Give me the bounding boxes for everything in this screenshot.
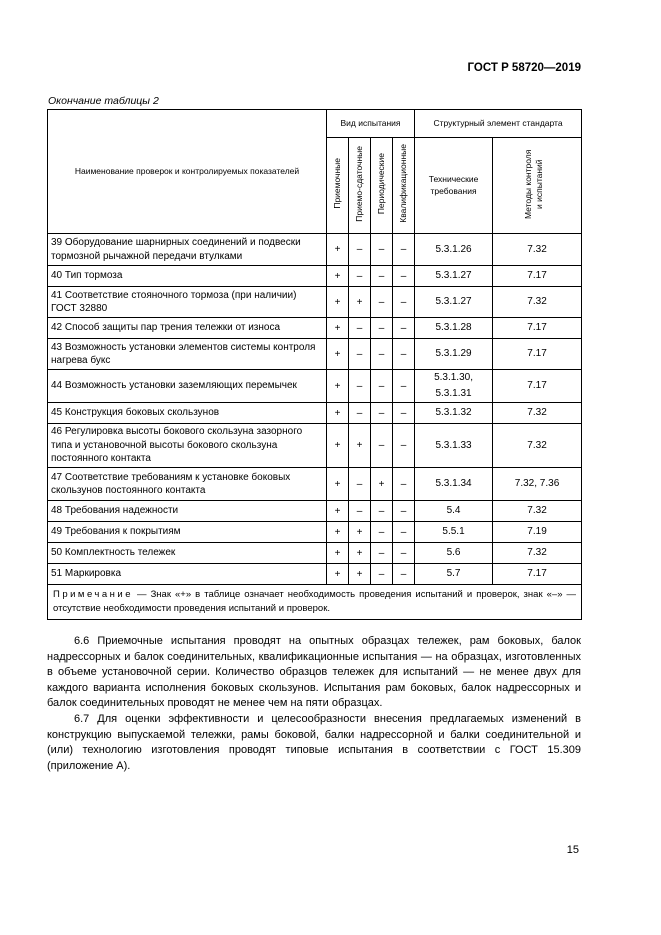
row-name: 43 Возможность установки элементов системы контроля нагрева букс: [48, 339, 327, 370]
row-name: 50 Комплектность тележек: [48, 543, 327, 564]
row-acceptance: +: [327, 424, 349, 468]
row-methods: 7.17: [493, 266, 582, 287]
row-name: 46 Регулировка высоты бокового скользуна зазорного типа и установочной высоты бокового скользуна постоянного контакта: [48, 424, 327, 468]
row-qualification: –: [393, 287, 415, 318]
row-methods: 7.17: [493, 564, 582, 585]
row-requirements: 5.4: [415, 501, 493, 522]
row-requirements: 5.3.1.34: [415, 468, 493, 501]
row-delivery: –: [349, 339, 371, 370]
row-periodic: –: [371, 522, 393, 543]
col-qualification-header: Квалификационные: [397, 144, 408, 224]
note-text: — Знак «+» в таблице означает необходимость проведения испытаний и проверок, знак «–» — отсутствие необходимости проведения испытаний и проверок.: [53, 589, 577, 614]
row-periodic: –: [371, 403, 393, 424]
table-row: [48, 339, 582, 370]
row-acceptance: +: [327, 339, 349, 370]
row-delivery: –: [349, 501, 371, 522]
row-qualification: –: [393, 266, 415, 287]
row-requirements: 5.6: [415, 543, 493, 564]
row-methods: 7.17: [493, 339, 582, 370]
row-name: 47 Соответствие требованиям к установке боковых скользунов постоянного контакта: [48, 468, 327, 501]
row-acceptance: +: [327, 318, 349, 339]
row-qualification: –: [393, 339, 415, 370]
row-periodic: +: [371, 468, 393, 501]
row-delivery: –: [349, 234, 371, 266]
paragraph-6-7: 6.7 Для оценки эффективности и целесообразности внесения предлагаемых изменений в конструкцию выпускаемой тележки, рамы боковой, балки надрессорной и балки соединительной и (или) технологию изготовления проводят типовые испытания в соответствии с ГОСТ 15.309 (приложение А).: [47, 713, 581, 772]
row-name: 39 Оборудование шарнирных соединений и подвески тормозной рычажной передачи втулками: [48, 234, 327, 266]
table-row: [48, 468, 582, 501]
row-methods: 7.17: [493, 318, 582, 339]
row-acceptance: +: [327, 468, 349, 501]
col-structural-header: Структурный элемент стандарта: [415, 110, 582, 138]
row-delivery: +: [349, 287, 371, 318]
row-qualification: –: [393, 468, 415, 501]
table-row: [48, 564, 582, 585]
table-note: [48, 585, 582, 620]
table-row: [48, 370, 582, 403]
row-acceptance: +: [327, 234, 349, 266]
col-requirements-header: Технические требования: [415, 138, 493, 234]
col-methods-header: Методы контроля и испытаний: [523, 149, 545, 219]
row-methods: 7.32: [493, 403, 582, 424]
col-test-type-header: Вид испытания: [327, 110, 415, 138]
row-requirements: 5.3.1.29: [415, 339, 493, 370]
row-qualification: –: [393, 370, 415, 403]
row-delivery: +: [349, 564, 371, 585]
row-requirements: 5.3.1.26: [415, 234, 493, 266]
row-methods: 7.19: [493, 522, 582, 543]
row-name: 44 Возможность установки заземляющих перемычек: [48, 370, 327, 403]
row-acceptance: +: [327, 543, 349, 564]
row-requirements: 5.5.1: [415, 522, 493, 543]
col-name-header: Наименование проверок и контролируемых показателей: [48, 110, 327, 234]
row-name: 41 Соответствие стояночного тормоза (при наличии) ГОСТ 32880: [48, 287, 327, 318]
table-row: [48, 403, 582, 424]
row-methods: 7.32: [493, 543, 582, 564]
col-periodic-header: Периодические: [375, 153, 386, 215]
row-name: 40 Тип тормоза: [48, 266, 327, 287]
row-methods: 7.32: [493, 287, 582, 318]
row-delivery: –: [349, 318, 371, 339]
table-row: [48, 543, 582, 564]
document-header: ГОСТ Р 58720—2019: [467, 62, 581, 74]
col-delivery-header: Приемо-сдаточные: [353, 145, 364, 222]
note-label: Примечание: [53, 589, 133, 600]
tests-table: [47, 109, 582, 620]
row-requirements: 5.3.1.27: [415, 266, 493, 287]
row-qualification: –: [393, 318, 415, 339]
row-delivery: –: [349, 468, 371, 501]
row-requirements: 5.7: [415, 564, 493, 585]
row-delivery: –: [349, 370, 371, 403]
table-row: [48, 266, 582, 287]
table-row: [48, 318, 582, 339]
row-qualification: –: [393, 543, 415, 564]
row-qualification: –: [393, 564, 415, 585]
row-periodic: –: [371, 318, 393, 339]
row-qualification: –: [393, 424, 415, 468]
row-name: 48 Требования надежности: [48, 501, 327, 522]
row-qualification: –: [393, 501, 415, 522]
row-name: 49 Требования к покрытиям: [48, 522, 327, 543]
row-methods: 7.32: [493, 424, 582, 468]
row-name: 45 Конструкция боковых скользунов: [48, 403, 327, 424]
row-requirements: 5.3.1.30, 5.3.1.31: [415, 370, 493, 403]
row-qualification: –: [393, 522, 415, 543]
row-acceptance: +: [327, 564, 349, 585]
row-periodic: –: [371, 543, 393, 564]
row-requirements: 5.3.1.33: [415, 424, 493, 468]
row-periodic: –: [371, 234, 393, 266]
row-periodic: –: [371, 370, 393, 403]
table-row: [48, 287, 582, 318]
row-name: 42 Способ защиты пар трения тележки от износа: [48, 318, 327, 339]
row-methods: 7.17: [493, 370, 582, 403]
row-delivery: –: [349, 266, 371, 287]
row-acceptance: +: [327, 522, 349, 543]
row-acceptance: +: [327, 370, 349, 403]
page-number: 15: [566, 844, 579, 856]
row-qualification: –: [393, 234, 415, 266]
table-row: [48, 424, 582, 468]
row-requirements: 5.3.1.28: [415, 318, 493, 339]
row-periodic: –: [371, 339, 393, 370]
row-delivery: –: [349, 403, 371, 424]
row-periodic: –: [371, 266, 393, 287]
row-delivery: +: [349, 543, 371, 564]
row-periodic: –: [371, 287, 393, 318]
row-methods: 7.32: [493, 501, 582, 522]
table-row: [48, 522, 582, 543]
row-acceptance: +: [327, 501, 349, 522]
row-name: 51 Маркировка: [48, 564, 327, 585]
row-delivery: +: [349, 424, 371, 468]
table-row: [48, 234, 582, 266]
row-delivery: +: [349, 522, 371, 543]
row-methods: 7.32, 7.36: [493, 468, 582, 501]
row-acceptance: +: [327, 287, 349, 318]
table-caption: Окончание таблицы 2: [48, 95, 159, 107]
row-acceptance: +: [327, 266, 349, 287]
row-periodic: –: [371, 424, 393, 468]
row-requirements: 5.3.1.32: [415, 403, 493, 424]
row-periodic: –: [371, 564, 393, 585]
paragraph-6-6: 6.6 Приемочные испытания проводят на опытных образцах тележек, рам боковых, балок надрессорных и балок соединительных, квалификационные испытания — на образцах, изготовленных в объеме установочной серии. Количество образцов тележек для испытаний — не менее двух для каждого варианта исполнения боковых скользунов. Испытания рам боковых, балок надрессорных и балок соединительных проводят не менее чем на пяти образцах.: [47, 635, 581, 709]
col-acceptance-header: Приемочные: [331, 158, 342, 210]
row-acceptance: +: [327, 403, 349, 424]
row-periodic: –: [371, 501, 393, 522]
table-row: [48, 501, 582, 522]
row-qualification: –: [393, 403, 415, 424]
row-methods: 7.32: [493, 234, 582, 266]
row-requirements: 5.3.1.27: [415, 287, 493, 318]
